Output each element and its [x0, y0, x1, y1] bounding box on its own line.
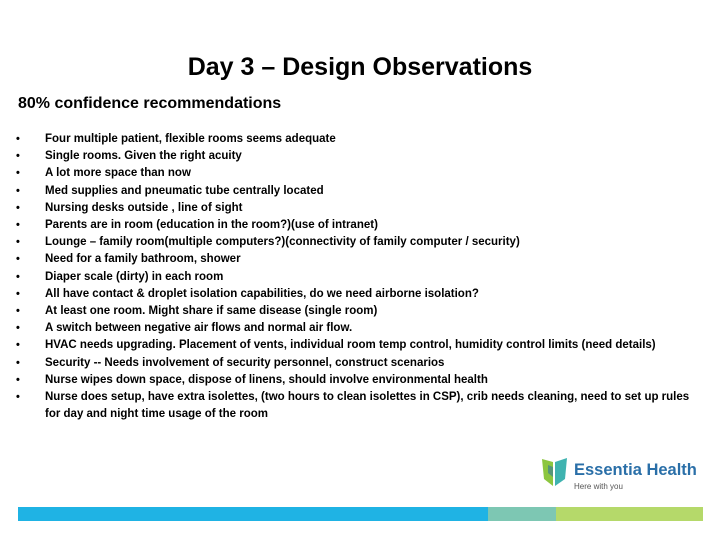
list-item	[16, 234, 696, 251]
bullet-dot: •	[16, 373, 20, 386]
bullet-dot: •	[16, 167, 20, 180]
bullet-dot: •	[16, 150, 20, 163]
bullet-dot: •	[16, 184, 20, 197]
bullet-dot: •	[16, 305, 20, 318]
bullet-text: All have contact & droplet isolation capabilities, do we need airborne isolation?	[45, 287, 479, 300]
bullet-text: Diaper scale (dirty) in each room	[45, 270, 224, 283]
list-item	[16, 286, 696, 303]
bullet-dot: •	[16, 133, 20, 145]
bullet-dot: •	[16, 236, 20, 249]
list-item	[16, 200, 696, 217]
bullet-text: A switch between negative air flows and normal air flow.	[45, 322, 353, 335]
bullet-dot: •	[16, 339, 20, 352]
footer-bar-green	[556, 507, 703, 521]
bullet-dot: •	[16, 253, 20, 266]
list-item	[16, 165, 696, 182]
bullet-text: Need for a family bathroom, shower	[45, 253, 241, 266]
bullet-text: Lounge – family room(multiple computers?)(connectivity of family computer / security)	[45, 236, 520, 249]
list-item	[16, 148, 696, 165]
list-item	[16, 337, 696, 354]
list-item	[16, 372, 696, 389]
bullet-dot: •	[16, 270, 20, 283]
leaf-icon	[540, 455, 570, 489]
list-item	[16, 217, 696, 234]
list-item	[16, 389, 696, 423]
bullet-text: Security -- Needs involvement of security personnel, construct scenarios	[45, 356, 445, 369]
list-item	[16, 269, 696, 286]
bullet-text: At least one room. Might share if same disease (single room)	[45, 305, 378, 318]
bullet-dot: •	[16, 287, 20, 300]
slide-subtitle: 80% confidence recommendations	[18, 95, 282, 112]
logo-name: Essentia Health	[574, 461, 697, 479]
bullet-text: HVAC needs upgrading. Placement of vents, individual room temp control, humidity control limits (need details)	[45, 339, 656, 352]
list-item	[16, 320, 696, 337]
bullet-dot: •	[16, 356, 20, 369]
list-item	[16, 303, 696, 320]
logo-tagline: Here with you	[574, 482, 623, 491]
list-item	[16, 131, 696, 148]
bullet-dot: •	[16, 391, 20, 404]
list-item	[16, 183, 696, 200]
bullet-list	[16, 131, 696, 423]
bullet-text: Parents are in room (education in the room?)(use of intranet)	[45, 219, 378, 232]
footer-color-bar	[18, 507, 703, 521]
bullet-dot: •	[16, 201, 20, 214]
list-item	[16, 251, 696, 268]
bullet-text: Nursing desks outside , line of sight	[45, 201, 243, 214]
bullet-text: Four multiple patient, flexible rooms seems adequate	[45, 133, 336, 145]
bullet-text: Single rooms. Given the right acuity	[45, 150, 242, 163]
bullet-text: Med supplies and pneumatic tube centrally located	[45, 184, 324, 197]
essentia-health-logo	[540, 452, 700, 496]
slide-title: Day 3 – Design Observations	[187, 53, 533, 81]
bullet-dot: •	[16, 219, 20, 232]
bullet-dot: •	[16, 322, 20, 335]
footer-bar-teal	[488, 507, 556, 521]
bullet-text: Nurse wipes down space, dispose of linens, should involve environmental health	[45, 373, 488, 386]
footer-bar-blue	[18, 507, 488, 521]
bullet-text: Nurse does setup, have extra isolettes, (two hours to clean isolettes in CSP), crib needs cleaning, need to set up rules for day and night time usage of the room	[45, 391, 690, 421]
bullet-text: A lot more space than now	[45, 167, 191, 180]
list-item	[16, 355, 696, 372]
